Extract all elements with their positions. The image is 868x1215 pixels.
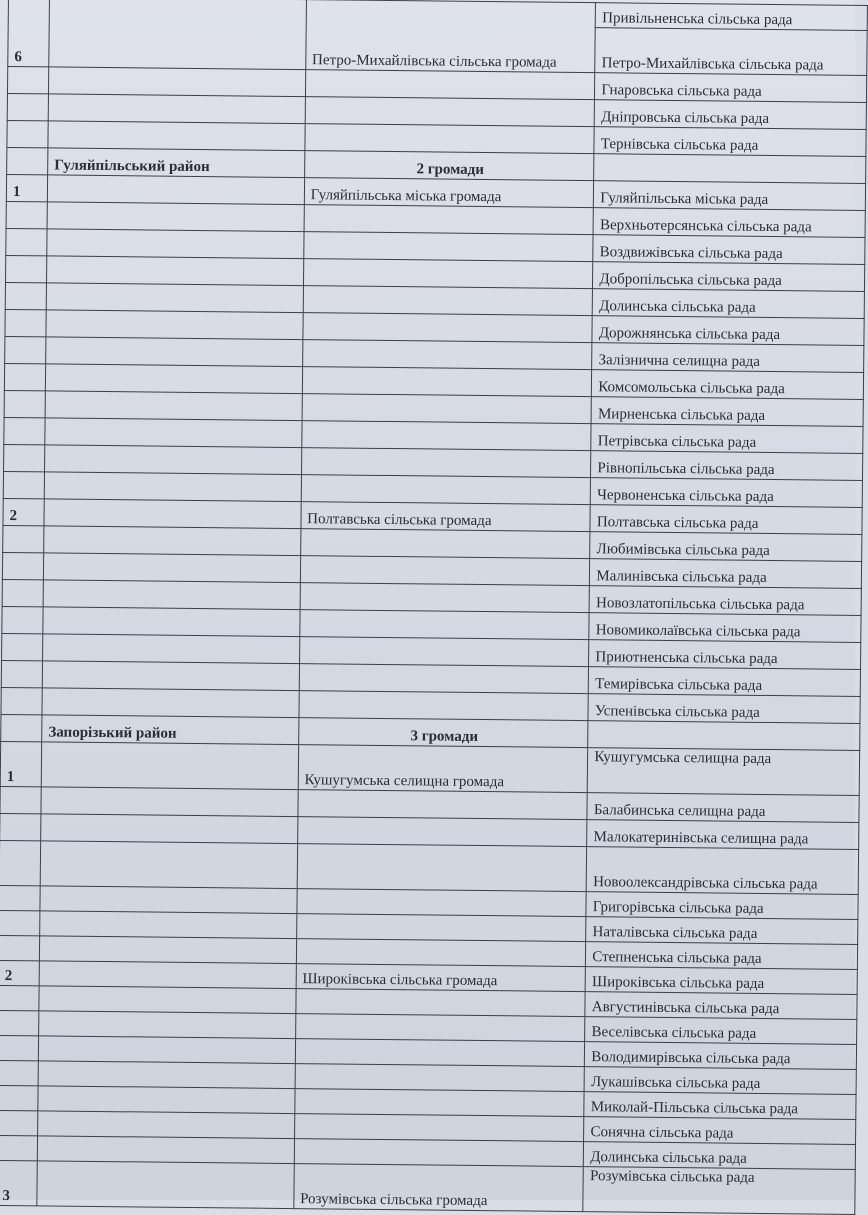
rada-cell: Володимирівська сільська рада	[585, 1042, 857, 1070]
row-number: 1	[6, 174, 47, 201]
rada-cell: Привільненська сільська рада	[596, 3, 868, 31]
rada-cell: Добропільська сільська рада	[593, 262, 865, 292]
rada-cell: Петрівська сільська рада	[591, 424, 863, 454]
rada-cell: Червоненська сільська рада	[591, 478, 863, 508]
rada-cell: Мирненська сільська рада	[591, 397, 863, 427]
hromada-name: Розумівська сільська громада	[294, 1164, 584, 1212]
rada-cell: Тернівська сільська рада	[594, 127, 866, 157]
rada-cell: Розумівська сільська рада	[583, 1167, 855, 1215]
hromada-name: Широківська сільська громада	[296, 964, 586, 992]
rada-cell: Гнаровська сільська рада	[595, 73, 867, 103]
rada-cell: Широківська сільська рада	[585, 967, 857, 995]
rada-cell: Малинівська сільська рада	[590, 559, 862, 589]
hromada-name: Петро-Михайлівська сільська громада	[305, 0, 595, 73]
table-row	[8, 0, 867, 30]
rada-cell: Рівнопільська сільська рада	[591, 451, 863, 481]
rada-cell: Темирівська сільська рада	[589, 667, 861, 697]
rada-cell: Успенівська сільська рада	[588, 694, 860, 724]
row-number: 2	[3, 498, 44, 525]
rada-cell: Воздвижівська сільська рада	[593, 235, 865, 265]
rada-cell: Лукашівська сільська рада	[584, 1067, 856, 1095]
rada-cell: Новомиколаївська сільська рада	[589, 613, 861, 643]
rada-cell: Кушугумська селищна рада	[588, 748, 860, 796]
rada-cell: Сонячна сільська рада	[584, 1117, 856, 1145]
rada-cell: Любимівська сільська рада	[590, 532, 862, 562]
row-number: 1	[0, 741, 42, 786]
rada-cell: Долинська сільська рада	[593, 289, 865, 319]
row-number: 3	[0, 1160, 37, 1205]
rada-cell: Новозлатопільська сільська рада	[589, 586, 861, 616]
rada-cell: Малокатеринівська селищна рада	[587, 820, 859, 850]
rada-cell: Наталівська сільська рада	[586, 917, 858, 945]
rada-cell: Августинівська сільська рада	[585, 992, 857, 1020]
table-row	[0, 1160, 855, 1214]
hromada-name: Полтавська сільська громада	[301, 502, 591, 532]
rada-cell: Долинська сільська рада	[584, 1142, 856, 1170]
rada-cell: Григорівська сільська рада	[586, 892, 858, 920]
rada-cell: Миколай-Пільська сільська рада	[584, 1092, 856, 1120]
hromada-name: Кушугумська селищна громада	[298, 745, 588, 793]
district-cell	[49, 0, 306, 70]
rada-cell: Веселівська сільська рада	[585, 1017, 857, 1045]
hromada-name: Гуляйпільська міська громада	[304, 178, 594, 208]
rada-cell: Приютненська сільська рада	[589, 640, 861, 670]
rada-cell: Балабинська селищна рада	[587, 793, 859, 823]
rada-cell: Комсомольська сільська рада	[592, 370, 864, 400]
rada-cell: Новоолександрівська сільська рада	[587, 847, 859, 895]
hromada-count: 2 громади	[304, 151, 594, 181]
district-name: Запорізький район	[42, 715, 299, 745]
rada-cell: Гуляйпільська міська рада	[594, 181, 866, 211]
rada-cell: Дніпровська сільська рада	[595, 100, 867, 130]
row-number: 2	[0, 960, 39, 985]
rada-cell: Залізнична селищна рада	[592, 343, 864, 373]
rada-cell: Верхньотерсянська сільська рада	[593, 208, 865, 238]
rada-cell: Дорожнянська сільська рада	[592, 316, 864, 346]
row-number: 6	[8, 0, 50, 67]
rada-cell: Степненська сільська рада	[586, 942, 858, 970]
rada-cell: Полтавська сільська рада	[590, 505, 862, 535]
district-name: Гуляйпільський район	[48, 148, 305, 178]
rada-cell: Петро-Михайлівська сільська рада	[595, 28, 867, 76]
hromada-count: 3 громади	[298, 718, 588, 748]
